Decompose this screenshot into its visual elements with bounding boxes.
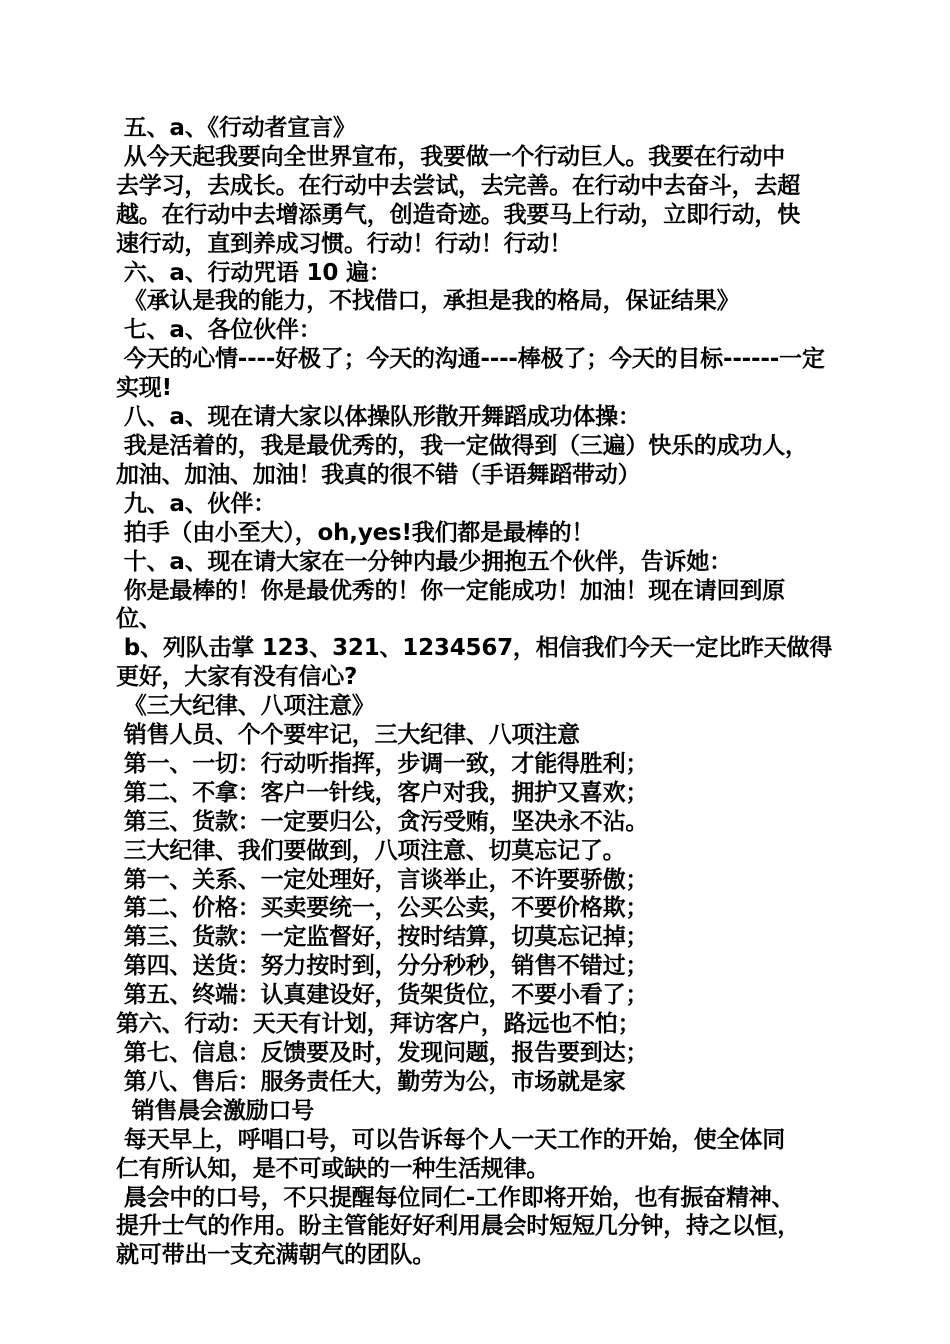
text-line: 从今天起我要向全世界宣布，我要做一个行动巨人。我要在行动中 [116, 143, 786, 170]
text-line: 《三大纪律、八项注意》 [116, 693, 375, 720]
text-line: 五、a、《行动者宣言》 [116, 115, 356, 141]
text-line: 第六、行动：天天有计划，拜访客户，路远也不怕； [116, 1011, 641, 1038]
text-line: 三大纪律、我们要做到，八项注意、切莫忘记了。 [116, 837, 626, 864]
text-line: 速行动，直到养成习惯。行动！行动！行动！ [116, 230, 573, 257]
text-line: 十、a、现在请大家在一分钟内最少拥抱五个伙伴，告诉她： [116, 548, 732, 575]
text-line: 七、a、各位伙伴： [116, 317, 322, 344]
text-line: 你是最棒的！你是最优秀的！你一定能成功！加油！现在请回到原 [116, 577, 786, 604]
text-line: b、列队击掌 123、321、1234567，相信我们今天一定比昨天做得 [116, 635, 833, 662]
text-line: 第四、送货：努力按时到，分分秒秒，销售不错过； [116, 953, 649, 980]
text-line: 就可带出一支充满朝气的团队。 [116, 1242, 436, 1269]
document-body [116, 114, 836, 1270]
text-line: 第三、货款：一定要归公，贪污受贿，坚决永不沾。 [116, 808, 649, 835]
text-line: 每天早上，呼唱口号，可以告诉每个人一天工作的开始，使全体同 [116, 1126, 786, 1153]
text-line: 第二、不拿：客户一针线，客户对我，拥护又喜欢； [116, 779, 649, 806]
text-line: 第三、货款：一定监督好，按时结算，切莫忘记掉； [116, 924, 649, 951]
text-line: 第一、关系、一定处理好，言谈举止，不许要骄傲； [116, 866, 649, 893]
text-line: 越。在行动中去增添勇气，创造奇迹。我要马上行动，立即行动，快 [116, 201, 801, 228]
text-line: 我是活着的，我是最优秀的，我一定做得到（三遍）快乐的成功人， [116, 432, 808, 459]
text-line: 八、a、现在请大家以体操队形散开舞蹈成功体操： [116, 404, 641, 431]
text-line: 第七、信息：反馈要及时，发现问题，报告要到达； [116, 1040, 649, 1066]
text-line: 第五、终端：认真建设好，货架货位，不要小看了； [116, 982, 649, 1009]
text-line: 六、a、行动咒语 10 遍： [116, 259, 392, 286]
text-line: 晨会中的口号，不只提醒每位同仁-工作即将开始，也有振奋精神、 [116, 1184, 795, 1211]
text-line: 第一、一切：行动听指挥，步调一致，才能得胜利； [116, 750, 649, 777]
text-line: 更好，大家有没有信心? [116, 664, 358, 691]
text-line: 实现! [116, 375, 172, 402]
text-line: 加油、加油、加油！我真的很不错（手语舞蹈带动） [116, 461, 641, 488]
text-line: 第八、售后：服务责任大，勤劳为公，市场就是家 [116, 1068, 626, 1095]
text-line: 拍手（由小至大），oh,yes!我们都是最棒的！ [116, 519, 595, 546]
text-line: 第二、价格：买卖要统一，公买公卖，不要价格欺； [116, 895, 649, 922]
text-line: 九、a、伙伴： [116, 490, 276, 517]
text-line: 《承认是我的能力，不找借口，承担是我的格局，保证结果》 [116, 288, 740, 315]
text-line: 销售人员、个个要牢记，三大纪律、八项注意 [116, 722, 580, 749]
text-line: 今天的心情----好极了；今天的沟通----棒极了；今天的目标------一定 [116, 346, 825, 373]
text-line: 提升士气的作用。盼主管能好好利用晨会时短短几分钟，持之以恒， [116, 1213, 801, 1240]
text-line: 仁有所认知，是不可或缺的一种生活规律。 [116, 1155, 550, 1182]
text-line: 销售晨会激励口号 [116, 1097, 315, 1124]
text-line: 去学习，去成长。在行动中去尝试，去完善。在行动中去奋斗，去超 [116, 172, 801, 199]
text-line: 位、 [116, 606, 162, 633]
